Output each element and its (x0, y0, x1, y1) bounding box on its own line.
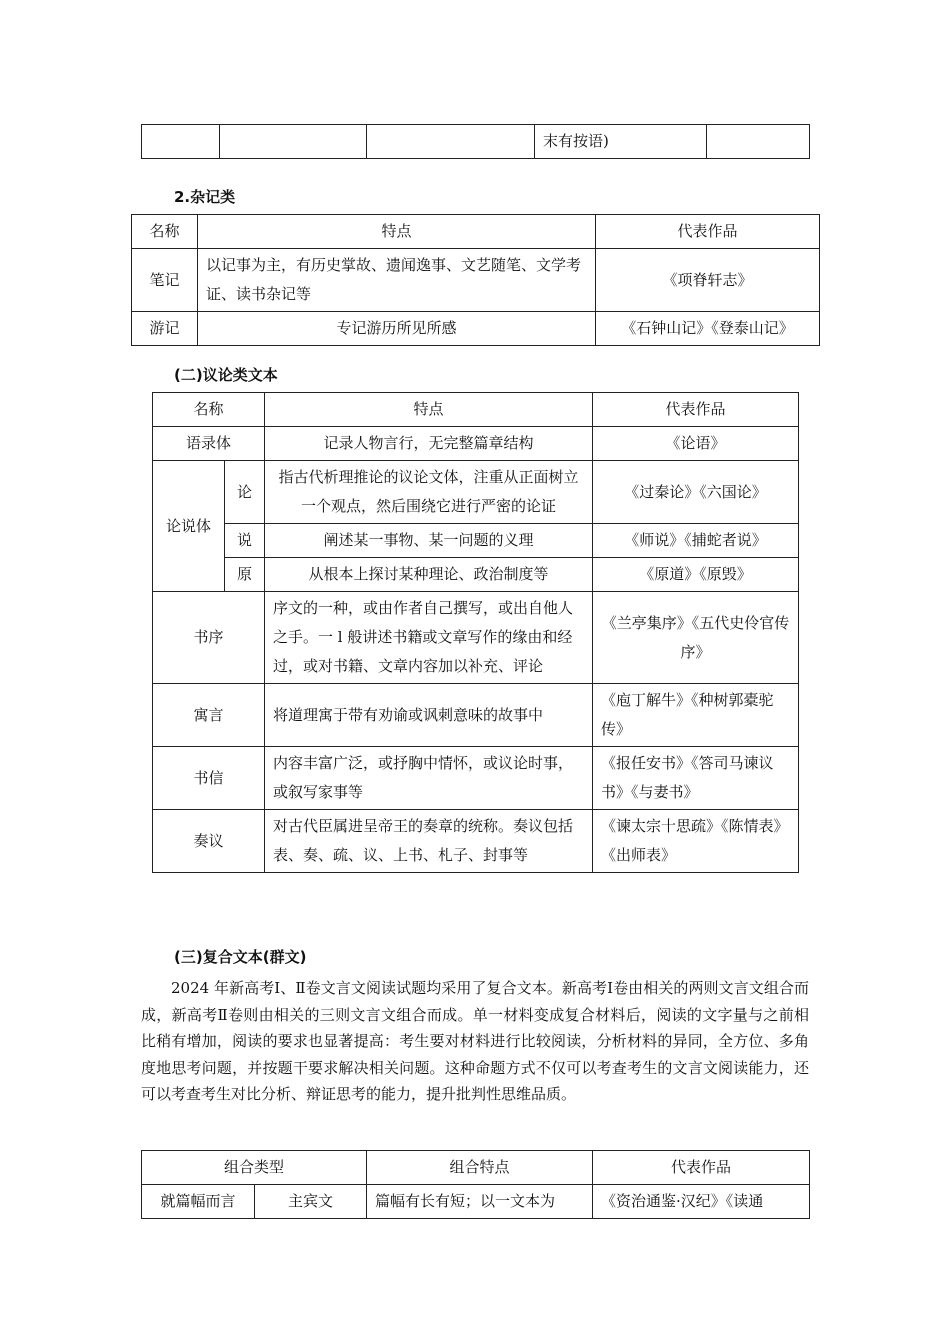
column-header: 特点 (198, 215, 596, 249)
works-cell: 《过秦论》《六国论》 (593, 461, 799, 524)
table-cell (142, 125, 220, 159)
sub-name-cell: 说 (225, 524, 265, 558)
table-row (142, 125, 810, 159)
sub-name-cell: 论 (225, 461, 265, 524)
name-cell: 论说体 (153, 461, 225, 592)
works-cell: 《师说》《捕蛇者说》 (593, 524, 799, 558)
feature-cell: 篇幅有长有短；以一文本为 (367, 1185, 593, 1219)
table-cell: 末有按语) (535, 125, 707, 159)
feature-cell: 将道理寓于带有劝谕或讽刺意味的故事中 (265, 684, 593, 747)
table-row (153, 747, 799, 810)
section-heading-zaji: 2.杂记类 (174, 188, 236, 206)
table-cell (220, 125, 367, 159)
column-header: 组合类型 (142, 1151, 367, 1185)
table-row (132, 312, 820, 346)
continued-table (141, 124, 810, 159)
works-cell: 《原道》《原毁》 (593, 558, 799, 592)
table-header-row (142, 1151, 810, 1185)
table-row (132, 249, 820, 312)
zaji-table (131, 214, 820, 346)
sub-name-cell: 原 (225, 558, 265, 592)
feature-cell: 阐述某一事物、某一问题的义理 (265, 524, 593, 558)
feature-cell: 记录人物言行，无完整篇章结构 (265, 427, 593, 461)
column-header: 代表作品 (593, 393, 799, 427)
works-cell: 《项脊轩志》 (596, 249, 820, 312)
table-cell (707, 125, 810, 159)
feature-cell: 对古代臣属进呈帝王的奏章的统称。奏议包括表、奏、疏、议、上书、札子、封事等 (265, 810, 593, 873)
table-row (153, 810, 799, 873)
table-row (153, 461, 799, 524)
table-row (153, 592, 799, 684)
feature-cell: 专记游历所见所感 (198, 312, 596, 346)
feature-cell: 从根本上探讨某种理论、政治制度等 (265, 558, 593, 592)
works-cell: 《报任安书》《答司马谏议书》《与妻书》 (593, 747, 799, 810)
column-header: 代表作品 (596, 215, 820, 249)
feature-cell: 内容丰富广泛，或抒胸中情怀，或议论时事，或叙写家事等 (265, 747, 593, 810)
column-header: 特点 (265, 393, 593, 427)
column-header: 代表作品 (593, 1151, 810, 1185)
table-header-row (132, 215, 820, 249)
feature-cell: 指古代析理推论的议论文体，注重从正面树立一个观点，然后围绕它进行严密的论证 (265, 461, 593, 524)
subtype-cell: 主宾文 (255, 1185, 367, 1219)
type-cell: 就篇幅而言 (142, 1185, 255, 1219)
table-row (153, 524, 799, 558)
works-cell: 《庖丁解牛》《种树郭橐驼传》 (593, 684, 799, 747)
table-row (153, 684, 799, 747)
name-cell: 游记 (132, 312, 198, 346)
name-cell: 书信 (153, 747, 265, 810)
body-paragraph: 2024 年新高考Ⅰ、Ⅱ卷文言文阅读试题均采用了复合文本。新高考Ⅰ卷由相关的两则文言文组合而成，新高考Ⅱ卷则由相关的三则文言文组合而成。单一材料变成复合材料后，阅读的文字量与之前相比稍有增加，阅读的要求也显著提高：考生要对材料进行比较阅读，分析材料的异同，全方位、多角度地思考问题，并按题干要求解决相关问题。这种命题方式不仅可以考查考生的文言文阅读能力，还可以考查考生对比分析、辩证思考的能力，提升批判性思维品质。 (141, 979, 809, 1103)
table-header-row (153, 393, 799, 427)
table-row (142, 1185, 810, 1219)
feature-cell: 序文的一种，或由作者自己撰写，或出自他人之手。一 l 般讲述书籍或文章写作的缘由和经过，或对书籍、文章内容加以补充、评论 (265, 592, 593, 684)
fuhe-table (141, 1150, 810, 1219)
table-row (153, 558, 799, 592)
name-cell: 笔记 (132, 249, 198, 312)
section-heading-fuhe: (三)复合文本(群文) (174, 948, 307, 966)
section-heading-yilun: (二)议论类文本 (174, 366, 278, 384)
table-cell (367, 125, 535, 159)
yilun-table (152, 392, 799, 873)
table-row (153, 427, 799, 461)
works-cell: 《论语》 (593, 427, 799, 461)
works-cell: 《资治通鉴·汉纪》《读通 (593, 1185, 810, 1219)
works-cell: 《石钟山记》《登泰山记》 (596, 312, 820, 346)
name-cell: 语录体 (153, 427, 265, 461)
name-cell: 寓言 (153, 684, 265, 747)
works-cell: 《谏太宗十思疏》《陈情表》《出师表》 (593, 810, 799, 873)
column-header: 名称 (132, 215, 198, 249)
works-cell: 《兰亭集序》《五代史伶官传序》 (593, 592, 799, 684)
name-cell: 奏议 (153, 810, 265, 873)
column-header: 组合特点 (367, 1151, 593, 1185)
column-header: 名称 (153, 393, 265, 427)
name-cell: 书序 (153, 592, 265, 684)
feature-cell: 以记事为主，有历史掌故、遗闻逸事、文艺随笔、文学考证、读书杂记等 (198, 249, 596, 312)
